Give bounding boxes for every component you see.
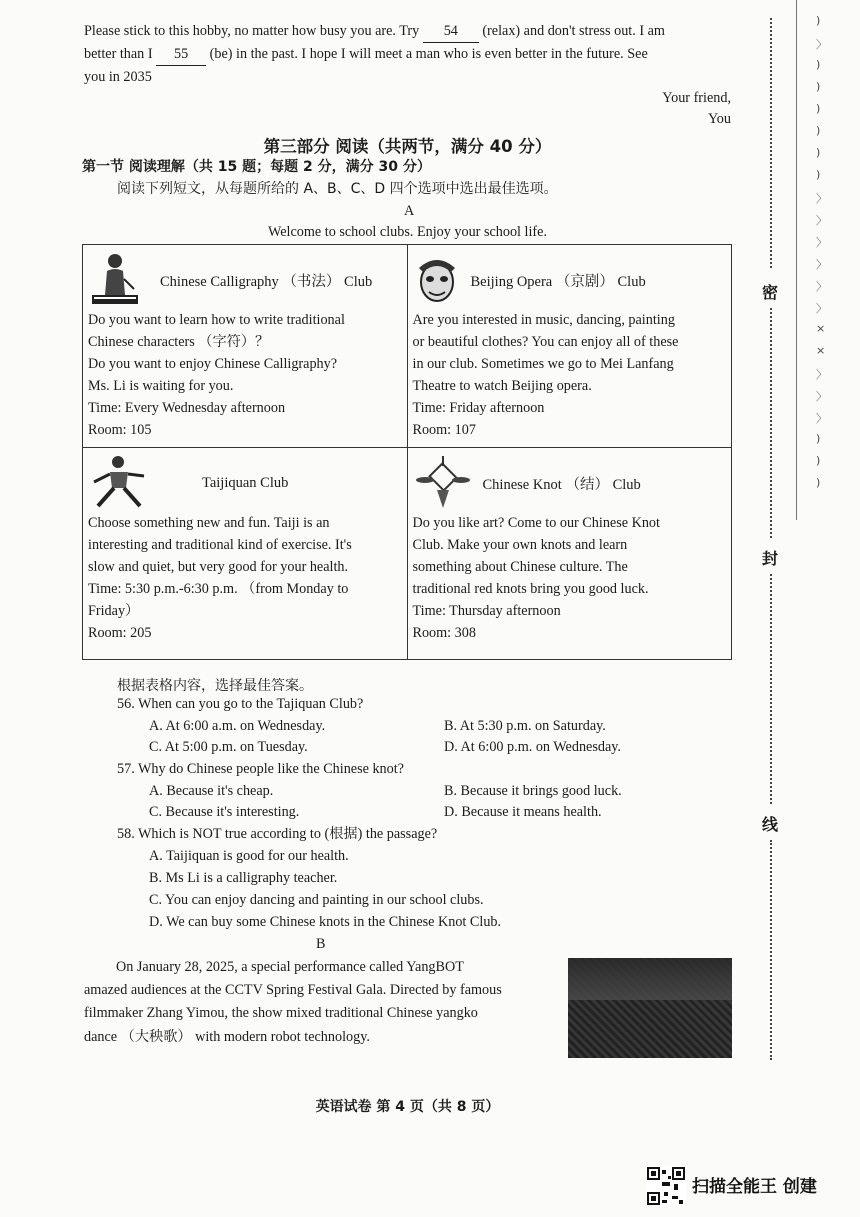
option-57-d: D. Because it means health. (444, 804, 602, 820)
clubs-table (82, 244, 732, 660)
option-58-c: C. You can enjoy dancing and painting in our school clubs. (149, 892, 484, 908)
passage-b-line-4: dance （大秧歌） with modern robot technology. (84, 1029, 370, 1045)
blank-55: 55 (156, 43, 206, 66)
option-57-a: A. Because it's cheap. (149, 783, 274, 799)
passage-b-line-1: On January 28, 2025, a special performance called YangBOT (116, 959, 464, 975)
margin-chevrons: ) 〉 ) ) ) ) ) ) 〉 〉 〉 〉 〉 〉 × × 〉 〉 〉 ) ) ) (816, 14, 827, 489)
robot-yangko-photo (568, 958, 732, 1058)
club-text-line: or beautiful clothes? You can enjoy all of these (412, 334, 679, 350)
club-text-line: Are you interested in music, dancing, painting (412, 312, 675, 328)
option-58-a: A. Taijiquan is good for our health. (149, 848, 349, 864)
table-prompt: 根据表格内容，选择最佳答案。 (117, 678, 313, 694)
option-57-c: C. Because it's interesting. (149, 804, 300, 820)
club-room: Room: 308 (412, 625, 476, 641)
club-text-line: Do you want to learn how to write traditional (88, 312, 345, 328)
club-chinese-knot (407, 448, 732, 660)
club-beijing-opera (407, 245, 732, 448)
opera-mask-icon (413, 254, 461, 306)
club-time-cont: Friday） (88, 603, 140, 619)
passage-b-line-2: amazed audiences at the CCTV Spring Festival Gala. Directed by famous (84, 982, 502, 998)
question-57: 57. Why do Chinese people like the Chinese knot? (117, 761, 404, 777)
passage-a-letter: A (404, 203, 415, 219)
club-taiji-title: Taijiquan Club (202, 474, 289, 491)
option-56-a: A. At 6:00 a.m. on Wednesday. (149, 718, 326, 734)
question-56: 56. When can you go to the Tajiquan Club? (117, 696, 364, 712)
instruction: 阅读下列短文，从每题所给的 A、B、C、D 四个选项中选出最佳选项。 (117, 181, 558, 197)
club-text-line: in our club. Sometimes we go to Mei Lanfang (412, 356, 674, 372)
margin-edge (796, 0, 799, 520)
binding-mark-xian: 线 (762, 815, 779, 834)
club-time: Time: Thursday afternoon (412, 603, 561, 619)
calligrapher-icon (88, 251, 142, 309)
club-text-line: interesting and traditional kind of exercise. It's (88, 537, 352, 553)
page-footer: 英语试卷 第 4 页（共 8 页） (315, 1099, 500, 1115)
club-text-line: Theatre to watch Beijing opera. (412, 378, 592, 394)
option-57-b: B. Because it brings good luck. (444, 783, 622, 799)
letter-line-1: Please stick to this hobby, no matter how busy you are. Try 54 (relax) and don't stress out. I am (84, 20, 665, 43)
club-calligraphy-title: Chinese Calligraphy （书法） Club (160, 273, 373, 290)
letter-closing: Your friend, (662, 90, 731, 106)
scanner-label: 扫描全能王 创建 (692, 1177, 817, 1197)
club-room: Room: 205 (88, 625, 152, 641)
passage-a-heading: Welcome to school clubs. Enjoy your school life. (267, 224, 547, 240)
club-text-line: Choose something new and fun. Taiji is an (88, 515, 330, 531)
club-room: Room: 105 (88, 422, 152, 438)
club-text-line: Ms. Li is waiting for you. (88, 378, 234, 394)
letter-signature: You (707, 111, 731, 127)
binding-mark-mi: 密 (762, 283, 779, 302)
club-room: Room: 107 (412, 422, 476, 438)
option-56-c: C. At 5:00 p.m. on Tuesday. (149, 739, 308, 755)
section-title: 第三部分 阅读（共两节，满分 40 分） (263, 137, 552, 156)
club-time: Time: Friday afternoon (412, 400, 545, 416)
option-56-d: D. At 6:00 p.m. on Wednesday. (444, 739, 621, 755)
club-text-line: something about Chinese culture. The (412, 559, 628, 575)
club-calligraphy (83, 245, 408, 448)
letter-line-3: you in 2035 (84, 69, 152, 85)
club-time: Time: 5:30 p.m.-6:30 p.m. （from Monday to (88, 581, 349, 597)
letter-line-2: better than I 55 (be) in the past. I hope I will meet a man who is even better in the future. See (84, 43, 648, 66)
option-58-b: B. Ms Li is a calligraphy teacher. (149, 870, 338, 886)
club-knot-title: Chinese Knot （结） Club (482, 476, 641, 493)
club-time: Time: Every Wednesday afternoon (88, 400, 286, 416)
club-text-line: Chinese characters （字符）？ (88, 334, 270, 350)
club-taijiquan (83, 448, 408, 660)
chinese-knot-icon (413, 454, 473, 512)
qr-code-icon (646, 1166, 686, 1206)
club-text-line: Club. Make your own knots and learn (412, 537, 628, 553)
blank-54: 54 (423, 20, 479, 43)
binding-mark-feng: 封 (762, 549, 779, 568)
club-text-line: Do you like art? Come to our Chinese Knot (412, 515, 660, 531)
part-1-heading: 第一节 阅读理解（共 15 题；每题 2 分，满分 30 分） (82, 159, 431, 175)
question-58: 58. Which is NOT true according to (根据) the passage? (117, 826, 438, 842)
passage-b-line-3: filmmaker Zhang Yimou, the show mixed traditional Chinese yangko (84, 1005, 478, 1021)
club-text-line: slow and quiet, but very good for your health. (88, 559, 349, 575)
taiji-figure-icon (88, 454, 154, 512)
option-56-b: B. At 5:30 p.m. on Saturday. (444, 718, 606, 734)
club-text-line: Do you want to enjoy Chinese Calligraphy? (88, 356, 338, 372)
option-58-d: D. We can buy some Chinese knots in the Chinese Knot Club. (149, 914, 502, 930)
club-text-line: traditional red knots bring you good luck. (412, 581, 649, 597)
passage-b-letter: B (316, 936, 326, 952)
club-opera-title: Beijing Opera （京剧） Club (470, 273, 646, 290)
